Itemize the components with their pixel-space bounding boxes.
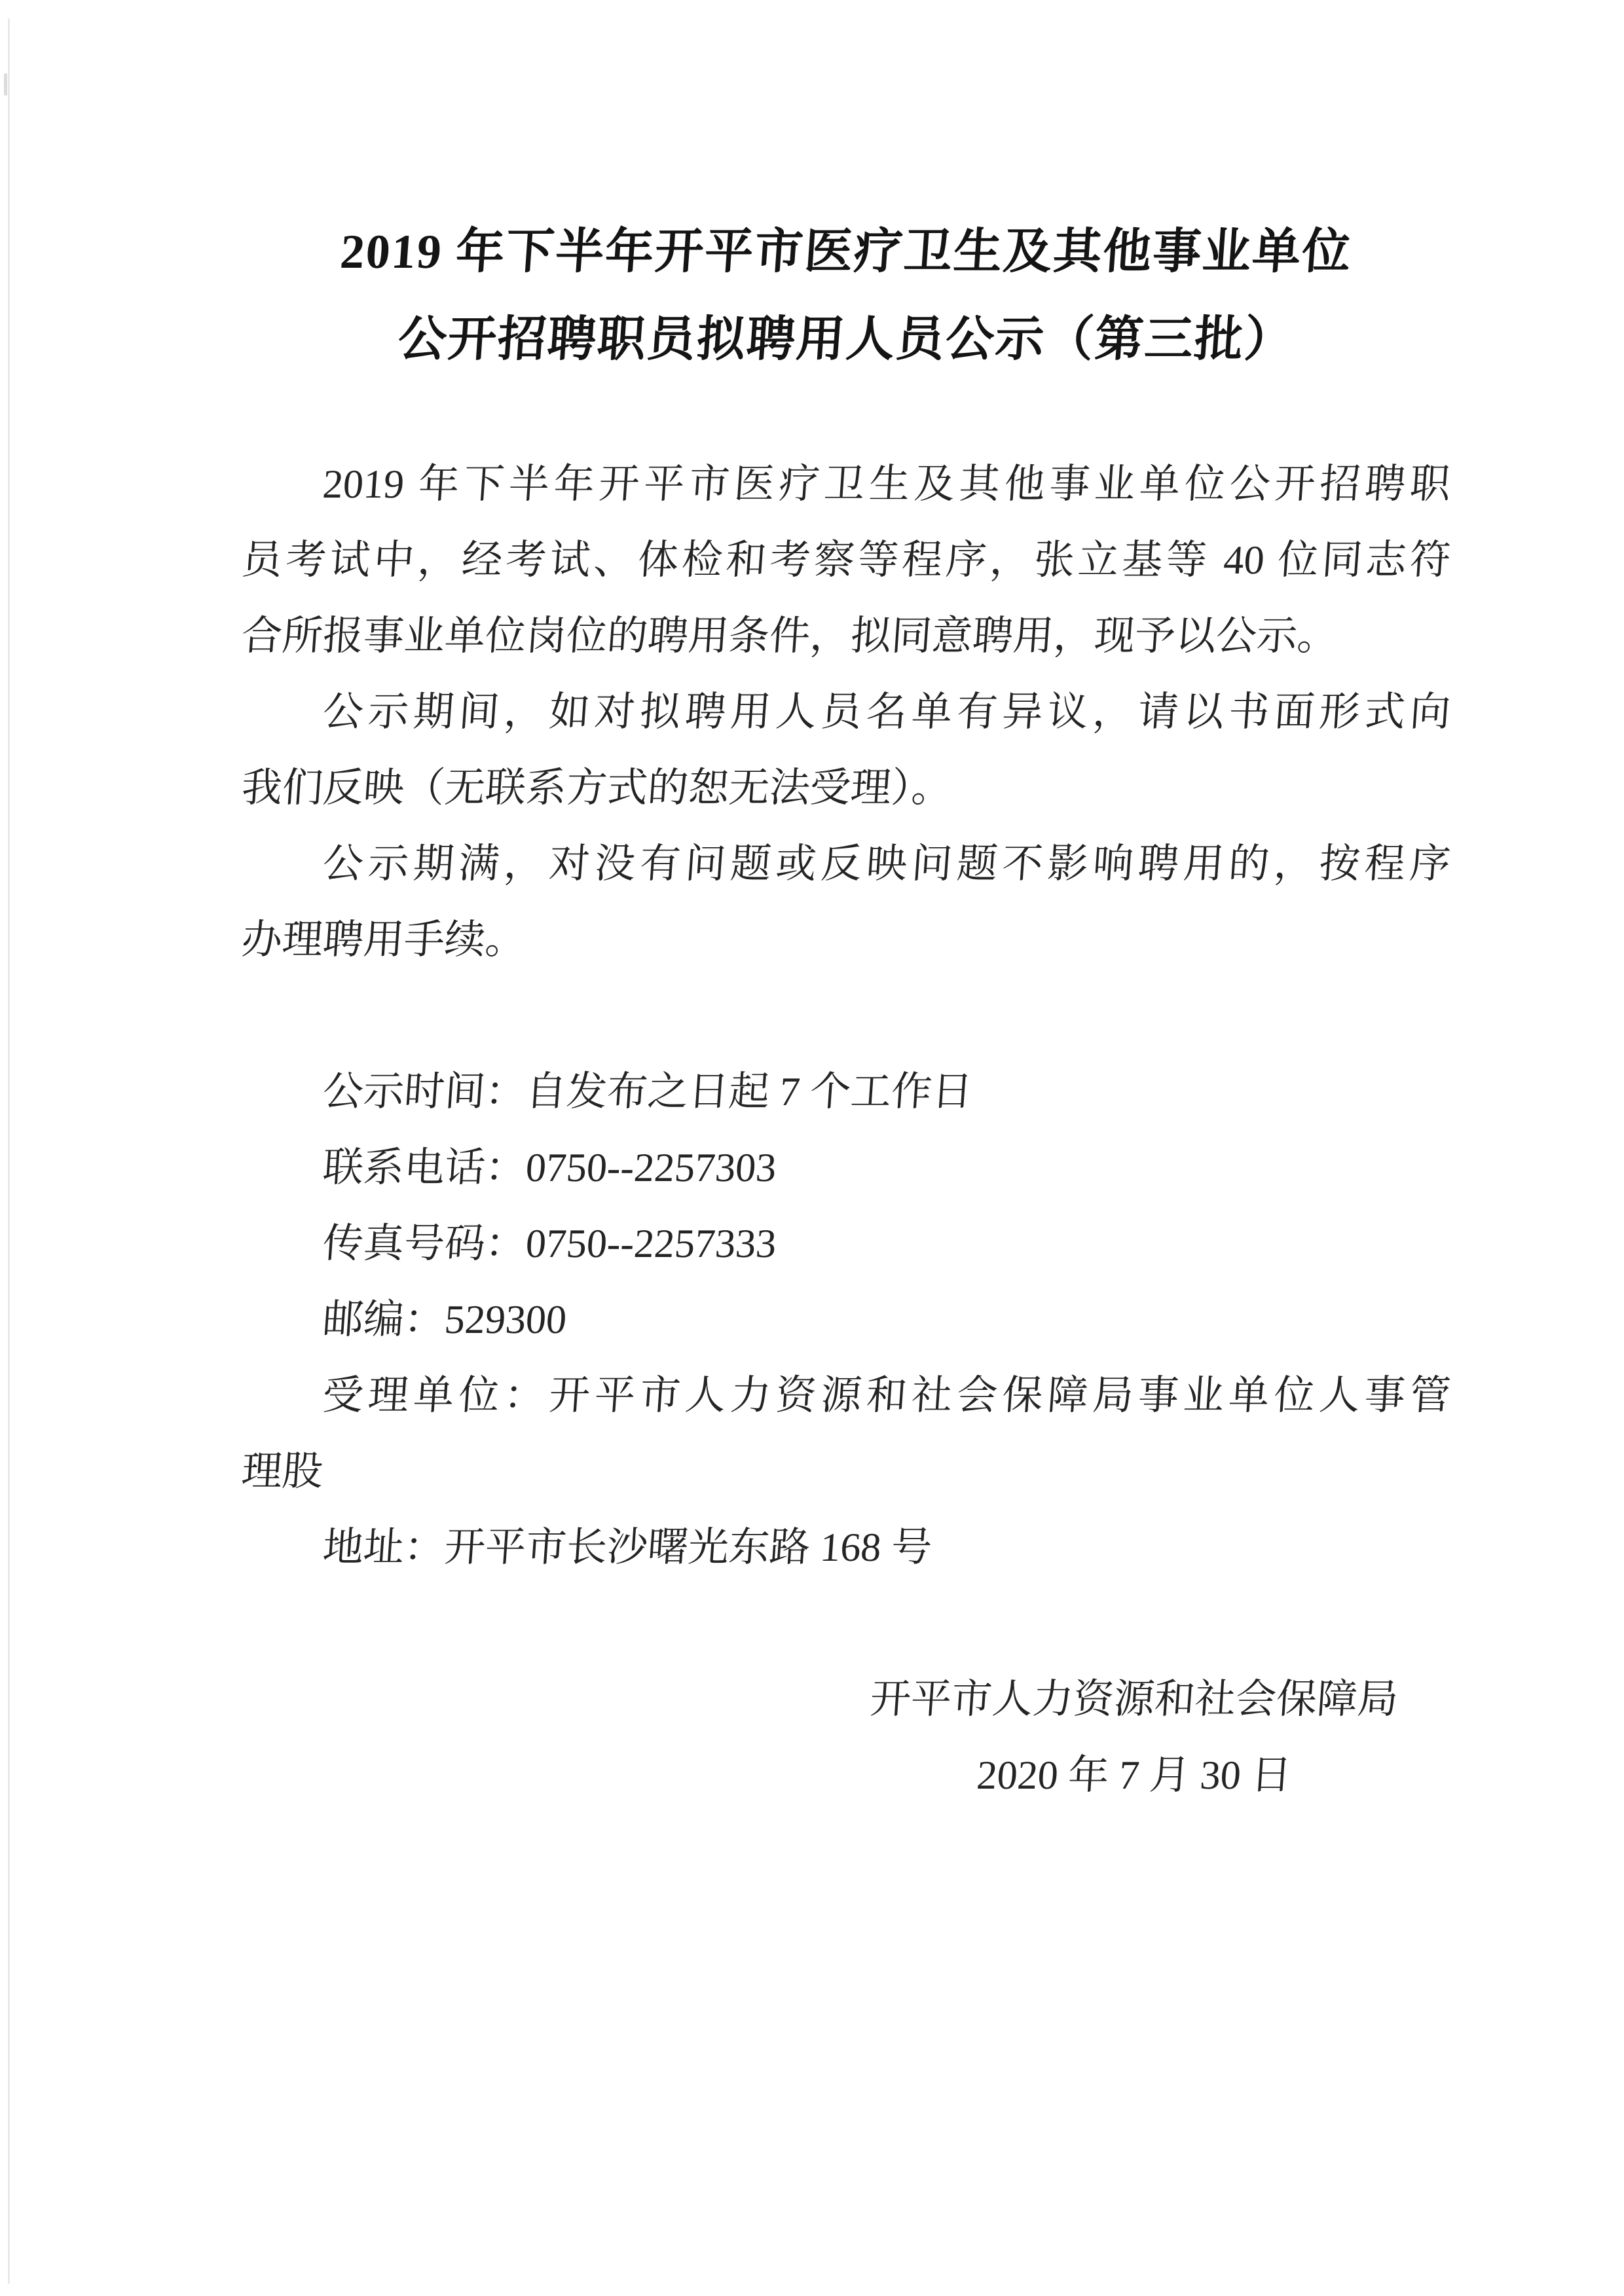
document-title — [242, 208, 1450, 384]
signature-block — [870, 1662, 1398, 1813]
signature-name: 开平市人力资源和社会保障局 — [868, 1677, 1400, 1722]
blank-line — [239, 1586, 1453, 1662]
text-line: 办理聘用手续。 — [240, 918, 528, 962]
document-body — [242, 208, 1450, 1813]
blank-line — [239, 978, 1453, 1054]
text-line: 2019 年下半年开平市医疗卫生及其他事业单位公开招聘职 — [321, 462, 1452, 507]
scan-artifact-speck — [4, 73, 7, 96]
scan-artifact-line — [8, 18, 10, 2284]
text-line: 联系电话：0750--2257303 — [321, 1146, 778, 1190]
signature-date: 2020 年 7 月 30 日 — [975, 1753, 1293, 1798]
body-lines — [242, 446, 1450, 1662]
text-line: 传真号码：0750--2257333 — [321, 1222, 778, 1266]
text-line: 理股 — [240, 1449, 325, 1494]
text-line: 合所报事业单位岗位的聘用条件，拟同意聘用，现予以公示。 — [240, 614, 1340, 659]
title-line-2: 公开招聘职员拟聘用人员公示（第三批） — [396, 313, 1296, 367]
text-line: 公示期间，如对拟聘用人员名单有异议，请以书面形式向 — [321, 690, 1452, 735]
text-line: 受理单位：开平市人力资源和社会保障局事业单位人事管 — [321, 1374, 1452, 1418]
text-line: 公示期满，对没有问题或反映问题不影响聘用的，按程序 — [321, 842, 1452, 886]
text-line: 地址：开平市长沙曙光东路 168 号 — [321, 1525, 934, 1570]
title-line-1: 2019 年下半年开平市医疗卫生及其他事业单位 — [338, 225, 1354, 279]
text-line: 我们反映（无联系方式的恕无法受理）。 — [240, 766, 954, 811]
text-line: 公示时间：自发布之日起 7 个工作日 — [321, 1070, 974, 1114]
text-line: 员考试中，经考试、体检和考察等程序，张立基等 40 位同志符 — [240, 538, 1452, 583]
text-line: 邮编：529300 — [321, 1298, 568, 1342]
